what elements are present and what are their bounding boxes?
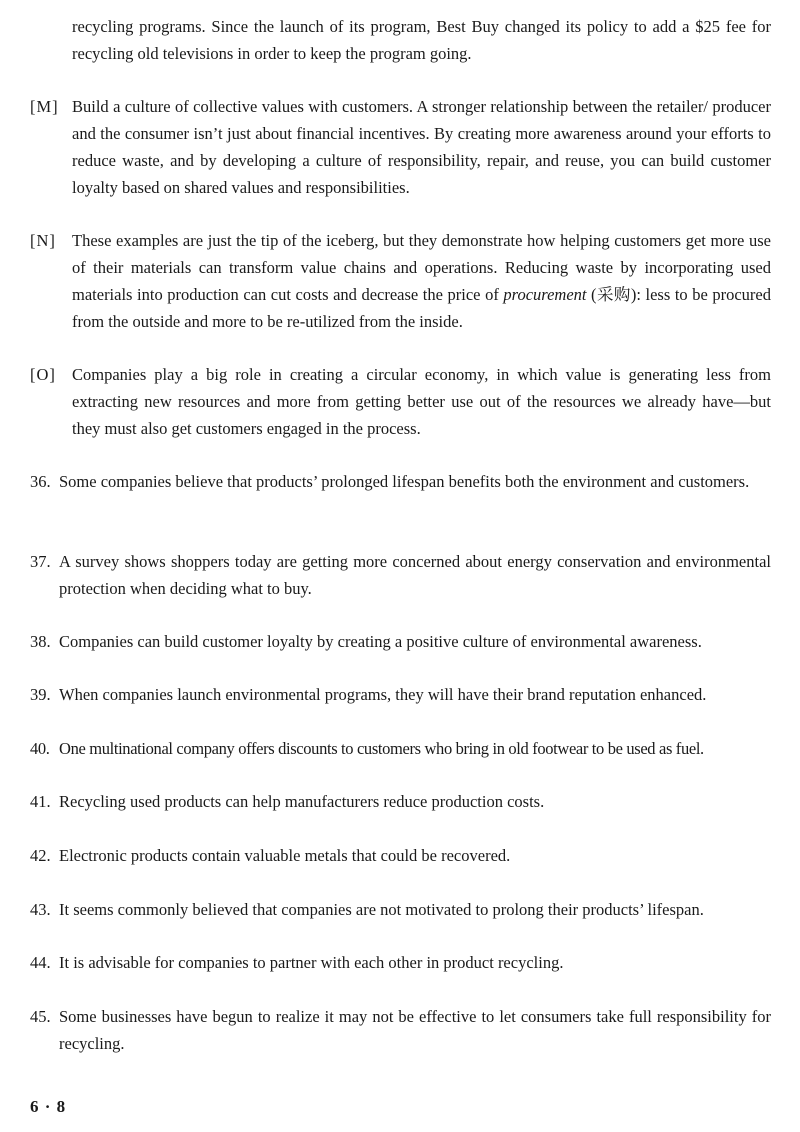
- question-45: [30, 1003, 771, 1057]
- question-37: [30, 548, 771, 602]
- question-number: 45.: [30, 1007, 51, 1026]
- paragraph-o: [30, 361, 771, 442]
- question-36: [30, 468, 771, 495]
- paragraph-label: [O]: [30, 365, 56, 384]
- paragraph-text: Companies play a big role in creating a circular economy, in which value is generating less from extracting new resources and more from getting better use out of the resources we already have—but they must also get customers engaged in the process.: [72, 365, 771, 438]
- question-44: [30, 949, 771, 976]
- paragraph-m: [30, 93, 771, 201]
- question-number: 41.: [30, 792, 51, 811]
- paragraph-text: These examples are just the tip of the iceberg, but they demonstrate how helping customers get more use of their materials can transform value chains and operations. Reducing waste by incorporating used materials into production can cut costs and decrease the price of: [72, 231, 771, 304]
- question-42: [30, 842, 771, 869]
- question-number: 36.: [30, 472, 51, 491]
- question-43: [30, 896, 771, 923]
- question-text: It is advisable for companies to partner with each other in product recycling.: [59, 953, 564, 972]
- question-number: 43.: [30, 900, 51, 919]
- question-number: 42.: [30, 846, 51, 865]
- paragraph-continuation: [30, 13, 771, 67]
- question-40: [30, 735, 771, 762]
- question-text: One multinational company offers discounts to customers who bring in old footwear to be used as fuel.: [59, 739, 704, 758]
- question-number: 44.: [30, 953, 51, 972]
- paragraph-text: recycling programs. Since the launch of its program, Best Buy changed its policy to add a $25 fee for recycling old televisions in order to keep the program going.: [72, 17, 771, 63]
- question-text: It seems commonly believed that companies are not motivated to prolong their products’ lifespan.: [59, 900, 704, 919]
- question-text: Recycling used products can help manufacturers reduce production costs.: [59, 792, 545, 811]
- question-text: Electronic products contain valuable metals that could be recovered.: [59, 846, 511, 865]
- question-39: [30, 681, 771, 708]
- page-number: 6 · 8: [30, 1097, 67, 1116]
- paragraph-label: [M]: [30, 97, 59, 116]
- paragraph-n: [30, 227, 771, 335]
- paragraph-text: (采购): less to be procured from the outside and more to be re-utilized from the inside.: [72, 285, 771, 331]
- paragraph-text: Build a culture of collective values with customers. A stronger relationship between the retailer/ producer and the consumer isn’t just about financial incentives. By creating more awareness around your efforts to reduce waste, and by developing a culture of responsibility, repair, and reuse, you can build customer loyalty based on shared values and responsibilities.: [72, 97, 771, 197]
- italic-term: procurement: [503, 285, 587, 304]
- question-41: [30, 788, 771, 815]
- question-number: 40.: [30, 739, 50, 758]
- question-number: 38.: [30, 632, 51, 651]
- question-text: Companies can build customer loyalty by creating a positive culture of environmental awareness.: [59, 632, 702, 651]
- question-text: Some companies believe that products’ prolonged lifespan benefits both the environment and customers.: [59, 472, 750, 491]
- question-text: When companies launch environmental programs, they will have their brand reputation enhanced.: [59, 685, 707, 704]
- question-number: 39.: [30, 685, 51, 704]
- question-38: [30, 628, 771, 655]
- question-text: Some businesses have begun to realize it may not be effective to let consumers take full responsibility for recycling.: [59, 1007, 771, 1053]
- question-text: A survey shows shoppers today are getting more concerned about energy conservation and environmental protection when deciding what to buy.: [59, 552, 771, 598]
- question-number: 37.: [30, 552, 51, 571]
- paragraph-label: [N]: [30, 231, 56, 250]
